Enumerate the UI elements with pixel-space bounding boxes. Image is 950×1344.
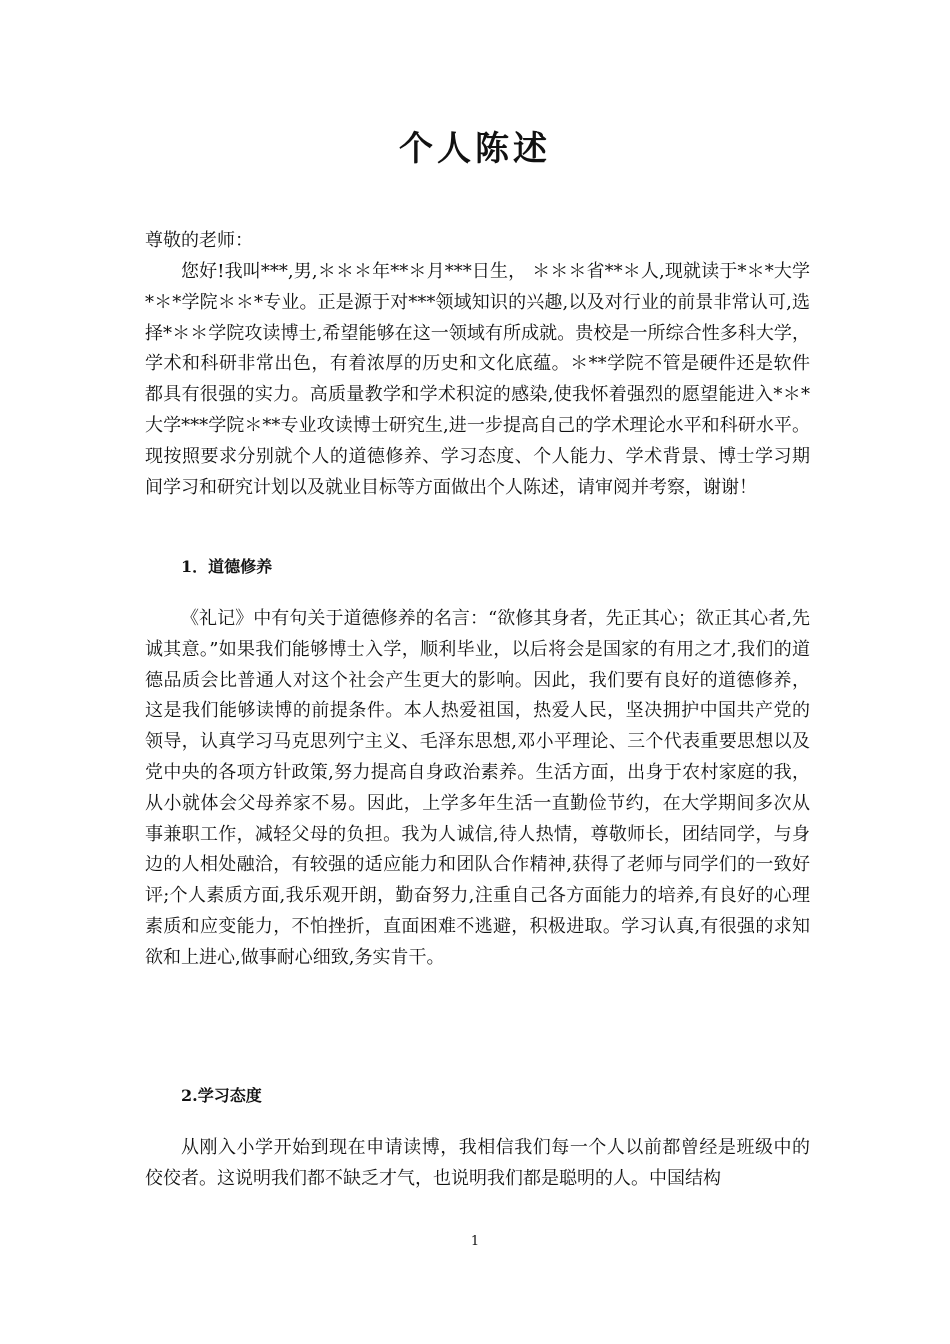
salutation: 尊敬的老师： xyxy=(145,230,253,251)
section-paragraph-moral: 《礼记》中有句关于道德修养的名言：“欲修其身者，先正其心；欲正其心者,先诚其意。”如果我们能够博士入学，顺利毕业，以后将会是国家的有用之才,我们的道德品质会比普通人对这个社会产生更大的影响。因此，我们要有良好的道德修养，这是我们能够读博的前提条件。本人热爱祖国，热爱人民，坚决拥护中国共产党的领导，认真学习马克思列宁主义、毛泽东思想,邓小平理论、三个代表重要思想以及党中央的各项方针政策,努力提高自身政治素养。生活方面，出身于农村家庭的我，从小就体会父母养家不易。因此，上学多年生活一直勤俭节约，在大学期间多次从事兼职工作，减轻父母的负担。我为人诚信,待人热情，尊敬师长，团结同学，与身边的人相处融洽，有较强的适应能力和团队合作精神,获得了老师与同学们的一致好评;个人素质方面,我乐观开朗，勤奋努力,注重自己各方面能力的培养,有良好的心理素质和应变能力，不怕挫折，直面困难不逃避，积极进取。学习认真,有很强的求知欲和上进心,做事耐心细致,务实肯干。 xyxy=(145,608,810,968)
page-number: 1 xyxy=(470,1234,480,1249)
section-heading-study: 2.学习态度 xyxy=(181,1086,262,1105)
section-heading-moral: 1．道德修养 xyxy=(181,557,273,576)
section-paragraph-study: 从刚入小学开始到现在申请读博，我相信我们每一个人以前都曾经是班级中的佼佼者。这说明我们都不缺乏才气，也说明我们都是聪明的人。中国结构 xyxy=(145,1137,810,1189)
intro-paragraph: 您好!我叫***,男,＊＊＊年**＊月***日生， ＊＊＊省**＊人,现就读于*＊*大学*＊*学院＊＊*专业。正是源于对***领域知识的兴趣,以及对行业的前景非常认可,选择*＊＊学院攻读博士,希望能够在这一领域有所成就。贵校是一所综合性多科大学，学术和科研非常出色，有着浓厚的历史和文化底蕴。＊**学院不管是硬件还是软件都具有很强的实力。高质量教学和学术积淀的感染,使我怀着强烈的愿望能进入*＊*大学***学院＊**专业攻读博士研究生,进一步提高自己的学术理论水平和科研水平。现按照要求分别就个人的道德修养、学习态度、个人能力、学术背景、博士学习期间学习和研究计划以及就业目标等方面做出个人陈述，请审阅并考察，谢谢！ xyxy=(145,261,810,498)
page-title: 个人陈述 xyxy=(399,129,551,169)
